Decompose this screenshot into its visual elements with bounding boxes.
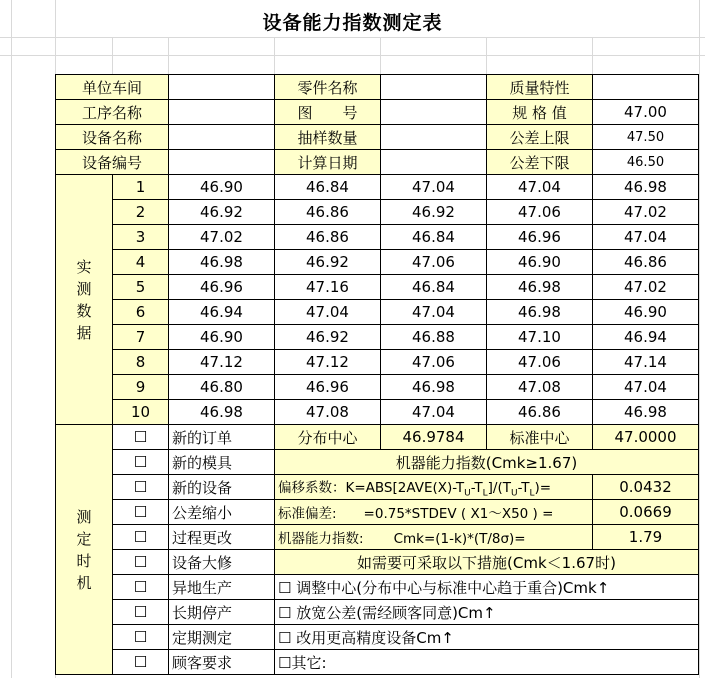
header-row-2 (56, 100, 699, 125)
measurement-cell[interactable]: 47.04 (275, 300, 381, 325)
table-row (56, 300, 699, 325)
measurement-cell[interactable]: 47.04 (381, 400, 487, 425)
timing-item: 定期测定 (169, 625, 275, 650)
sd-label: 标准偏差: =0.75*STDEV ( X1～X50 ) = (275, 500, 593, 525)
measurement-cell[interactable]: 47.04 (381, 300, 487, 325)
table-row (56, 475, 699, 500)
header-row-1 (56, 75, 699, 100)
table-row (56, 250, 699, 275)
measurement-cell[interactable]: 46.98 (487, 275, 593, 300)
measurement-cell[interactable]: 46.98 (169, 250, 275, 275)
row-number: 4 (113, 250, 169, 275)
measurement-cell[interactable]: 46.88 (381, 325, 487, 350)
equip-name-value[interactable] (169, 125, 275, 150)
row-number: 9 (113, 375, 169, 400)
measurement-cell[interactable]: 47.14 (593, 350, 699, 375)
timing-checkbox[interactable]: ☐ (113, 425, 169, 450)
sample-value[interactable] (381, 125, 487, 150)
spec-value[interactable]: 47.00 (593, 100, 699, 125)
measure-better-equipment[interactable]: ☐ 改用更高精度设备Cm↑ (275, 625, 699, 650)
table-row (56, 325, 699, 350)
cmk-label: 机器能力指数: (278, 531, 364, 547)
center-value: 46.9784 (381, 425, 487, 450)
row-number: 2 (113, 200, 169, 225)
std-center-label: 标准中心 (487, 425, 593, 450)
timing-checkbox[interactable]: ☐ (113, 650, 169, 675)
measures-title: 如需要可采取以下措施(Cmk＜1.67时) (275, 550, 699, 575)
measurement-cell[interactable]: 47.04 (593, 375, 699, 400)
drawing-value[interactable] (381, 100, 487, 125)
header-row-3 (56, 125, 699, 150)
equip-no-label: 设备编号 (56, 150, 169, 175)
timing-checkbox[interactable]: ☐ (113, 600, 169, 625)
date-label: 计算日期 (275, 150, 381, 175)
row-number: 1 (113, 175, 169, 200)
table-row (56, 600, 699, 625)
timing-checkbox[interactable]: ☐ (113, 500, 169, 525)
measurement-cell[interactable]: 46.96 (169, 275, 275, 300)
table-row (56, 375, 699, 400)
table-row (56, 575, 699, 600)
row-number: 3 (113, 225, 169, 250)
row-number: 6 (113, 300, 169, 325)
timing-item: 长期停产 (169, 600, 275, 625)
measurement-cell[interactable]: 46.92 (381, 200, 487, 225)
cmk-title: 机器能力指数(Cmk≥1.67) (275, 450, 699, 475)
timing-rows (56, 425, 699, 675)
measurement-cell[interactable]: 47.10 (487, 325, 593, 350)
table-row (56, 525, 699, 550)
timing-item: 顾客要求 (169, 650, 275, 675)
measurement-cell[interactable]: 46.98 (593, 175, 699, 200)
measurement-cell[interactable]: 46.86 (275, 200, 381, 225)
table-row (56, 650, 699, 675)
process-value[interactable] (169, 100, 275, 125)
measurement-cell[interactable]: 47.06 (381, 350, 487, 375)
table-row (56, 175, 699, 200)
timing-item: 设备大修 (169, 550, 275, 575)
measurement-cell[interactable]: 47.12 (275, 350, 381, 375)
measurement-cell[interactable]: 46.96 (487, 225, 593, 250)
page-title: 设备能力指数测定表 (262, 12, 443, 34)
sd-value: 0.0669 (593, 500, 699, 525)
measurement-cell[interactable]: 47.02 (593, 275, 699, 300)
measure-other[interactable]: ☐其它: (275, 650, 699, 675)
measurement-cell[interactable]: 46.84 (381, 275, 487, 300)
measurement-cell[interactable]: 46.84 (381, 225, 487, 250)
timing-checkbox[interactable]: ☐ (113, 525, 169, 550)
measurement-cell[interactable]: 46.86 (593, 250, 699, 275)
measurement-cell[interactable]: 47.04 (487, 175, 593, 200)
measurement-cell[interactable]: 46.90 (487, 250, 593, 275)
usl-value[interactable]: 47.50 (593, 125, 699, 150)
table-row (56, 200, 699, 225)
usl-label: 公差上限 (487, 125, 593, 150)
measurement-cell[interactable]: 46.92 (169, 200, 275, 225)
equip-name-label: 设备名称 (56, 125, 169, 150)
cmk-value: 1.79 (593, 525, 699, 550)
timing-item: 新的订单 (169, 425, 275, 450)
part-value[interactable] (381, 75, 487, 100)
measurement-cell[interactable]: 47.06 (487, 350, 593, 375)
k-value: 0.0432 (593, 475, 699, 500)
measurement-cell[interactable]: 47.02 (593, 200, 699, 225)
measure-adjust-center[interactable]: ☐ 调整中心(分布中心与标准中心趋于重合)Cmk↑ (275, 575, 699, 600)
measurement-cell[interactable]: 47.02 (169, 225, 275, 250)
process-label: 工序名称 (56, 100, 169, 125)
measure-widen-tolerance[interactable]: ☐ 放宽公差(需经顾客同意)Cm↑ (275, 600, 699, 625)
row-number: 10 (113, 400, 169, 425)
equip-no-value[interactable] (169, 150, 275, 175)
measurement-cell[interactable]: 46.98 (593, 400, 699, 425)
timing-label: 测定时机 (56, 425, 113, 675)
measurement-cell[interactable]: 46.90 (169, 175, 275, 200)
measurement-cell[interactable]: 46.98 (381, 375, 487, 400)
std-center-value: 47.0000 (593, 425, 699, 450)
timing-checkbox[interactable]: ☐ (113, 575, 169, 600)
timing-item: 新的模具 (169, 450, 275, 475)
header-row-4 (56, 150, 699, 175)
measurement-cell[interactable]: 47.06 (487, 200, 593, 225)
timing-item: 新的设备 (169, 475, 275, 500)
timing-checkbox[interactable]: ☐ (113, 625, 169, 650)
table-row (56, 450, 699, 475)
timing-item: 过程更改 (169, 525, 275, 550)
table-row (56, 275, 699, 300)
timing-item: 异地生产 (169, 575, 275, 600)
drawing-label: 图 号 (275, 100, 381, 125)
part-label: 零件名称 (275, 75, 381, 100)
table-row (56, 400, 699, 425)
spec-label: 规 格 值 (487, 100, 593, 125)
quality-label: 质量特性 (487, 75, 593, 100)
sample-label: 抽样数量 (275, 125, 381, 150)
measurement-cell[interactable]: 46.90 (169, 325, 275, 350)
measurement-cell[interactable]: 47.08 (487, 375, 593, 400)
measured-data-label: 实测数据 (56, 175, 113, 425)
quality-value[interactable] (593, 75, 699, 100)
timing-checkbox[interactable]: ☐ (113, 550, 169, 575)
measurement-rows (56, 175, 699, 425)
table-row (56, 350, 699, 375)
measurement-cell[interactable]: 47.04 (593, 225, 699, 250)
measurement-cell[interactable]: 47.04 (381, 175, 487, 200)
measurement-cell[interactable]: 46.86 (487, 400, 593, 425)
measurement-cell[interactable]: 46.84 (275, 175, 381, 200)
measurement-cell[interactable]: 47.12 (169, 350, 275, 375)
k-label: 偏移系数：$K=ABS[2AVE(X)-T_U-T_L]/(T_U-T_L)=$ (275, 475, 593, 500)
lsl-value[interactable]: 46.50 (593, 150, 699, 175)
measurement-cell[interactable]: 46.98 (487, 300, 593, 325)
measurement-cell[interactable]: 46.92 (275, 250, 381, 275)
timing-checkbox[interactable]: ☐ (113, 450, 169, 475)
lsl-label: 公差下限 (487, 150, 593, 175)
cmk-row (275, 525, 593, 550)
measurement-cell[interactable]: 47.06 (381, 250, 487, 275)
table-row (56, 425, 699, 450)
measurement-cell[interactable]: 47.16 (275, 275, 381, 300)
row-number: 8 (113, 350, 169, 375)
measurement-cell[interactable]: 47.08 (275, 400, 381, 425)
unit-value[interactable] (169, 75, 275, 100)
timing-checkbox[interactable]: ☐ (113, 475, 169, 500)
date-value[interactable] (381, 150, 487, 175)
measurement-cell[interactable]: 46.94 (169, 300, 275, 325)
capability-table (55, 74, 699, 675)
table-row (56, 225, 699, 250)
cmk-formula: Cmk=(1-k)*(T/8σ)= (393, 531, 526, 547)
measurement-cell[interactable]: 46.96 (275, 375, 381, 400)
unit-label: 单位车间 (56, 75, 169, 100)
timing-item: 公差缩小 (169, 500, 275, 525)
center-label: 分布中心 (275, 425, 381, 450)
table-row (56, 500, 699, 525)
measurement-cell[interactable]: 46.86 (275, 225, 381, 250)
table-row (56, 625, 699, 650)
measurement-cell[interactable]: 46.90 (593, 300, 699, 325)
table-row (56, 550, 699, 575)
measurement-cell[interactable]: 46.98 (169, 400, 275, 425)
measurement-cell[interactable]: 46.92 (275, 325, 381, 350)
measurement-cell[interactable]: 46.80 (169, 375, 275, 400)
measurement-cell[interactable]: 46.94 (593, 325, 699, 350)
row-number: 7 (113, 325, 169, 350)
row-number: 5 (113, 275, 169, 300)
